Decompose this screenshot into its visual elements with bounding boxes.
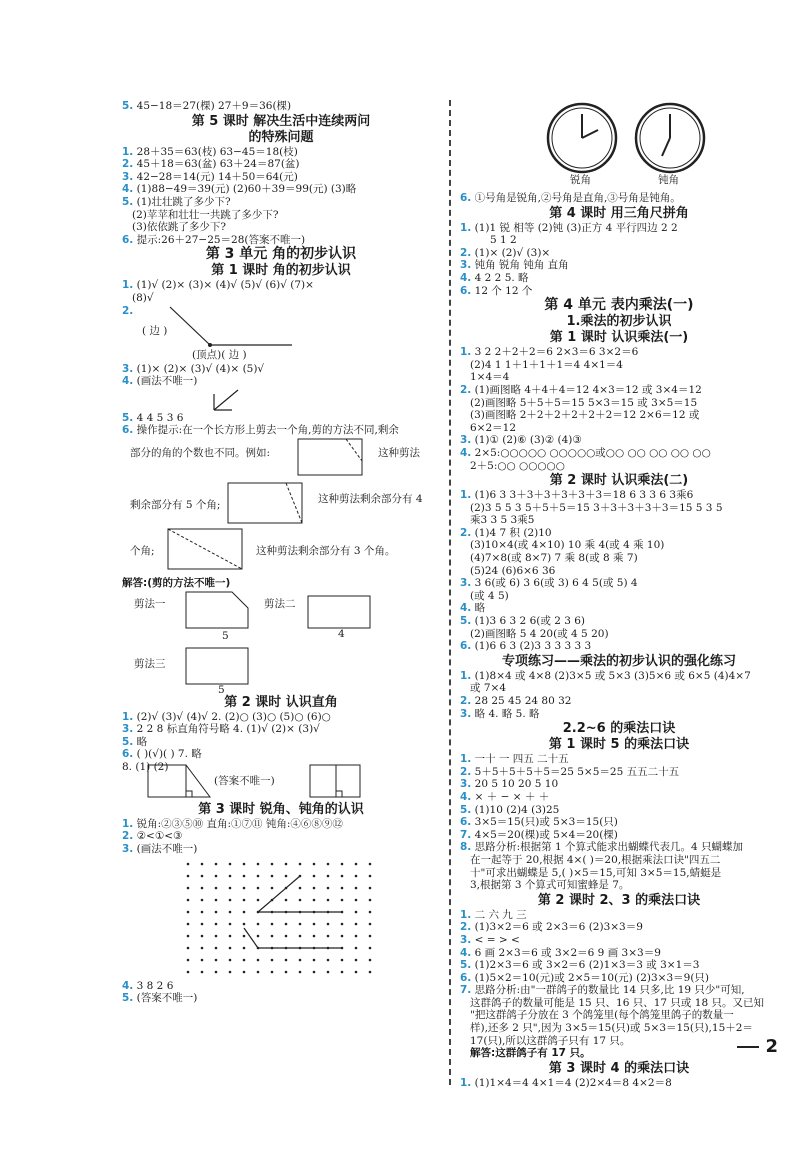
grid-dot <box>355 886 358 889</box>
answer-line: 在一起等于 20,根据 4×( )＝20,根据乘法口诀"四五二 <box>470 853 721 866</box>
grid-dot <box>369 862 372 865</box>
grid-dot <box>187 874 190 877</box>
grid-dot <box>285 862 288 865</box>
grid-dot <box>285 934 288 937</box>
grid-dot <box>187 970 190 973</box>
grid-dot <box>355 910 358 913</box>
answer-line: 5. (1)壮壮跳了多少下? <box>122 195 231 208</box>
answer-line: 1. 二 六 九 三 <box>460 908 527 921</box>
grid-dot <box>215 922 218 925</box>
grid-dot <box>313 958 316 961</box>
grid-dot <box>201 862 204 865</box>
answer-line: 4. 4 2 2 5. 略 <box>460 271 529 284</box>
grid-dot <box>201 970 204 973</box>
answer-line: 2. ②<①<③ <box>122 830 183 843</box>
answer-line: 5. 4 4 5 3 6 <box>122 411 184 424</box>
grid-dot <box>201 910 204 913</box>
lesson-heading: 第 2 课时 认识直角 <box>224 694 338 710</box>
grid-dot <box>299 934 302 937</box>
grid-dot <box>299 958 302 961</box>
section-heading: 2.2~6 的乘法口诀 <box>562 721 676 737</box>
grid-dot <box>313 898 316 901</box>
grid-dot <box>187 934 190 937</box>
grid-dot <box>229 874 232 877</box>
answer-line: (2)3 5 5 3 5＋5＋5＝15 3＋3＋3＋3＋3＝15 5 3 5 <box>470 501 723 514</box>
grid-dot <box>257 970 260 973</box>
grid-dot <box>201 874 204 877</box>
side-length-label: 5 <box>222 629 229 642</box>
answer-line: 3. (1)× (2)× (3)√ (4)× (5)√ <box>122 362 265 375</box>
angle-ray <box>244 928 258 948</box>
answer-line: 6. ①号角是锐角,②号角是直角,③号角是钝角。 <box>460 192 681 204</box>
cut-methods-1-2 <box>122 590 440 646</box>
answer-line: 3. < = > < <box>460 933 520 946</box>
answer-line: 6. (1)5×2＝10(元)或 2×5＝10(元) (2)3×3＝9(只) <box>460 971 710 984</box>
grid-dot <box>229 862 232 865</box>
grid-dot <box>187 946 190 949</box>
grid-dot <box>313 922 316 925</box>
answer-line: 1. (1)1×4＝4 4×1＝4 (2)2×4＝8 4×2＝8 <box>460 1076 672 1089</box>
grid-dot <box>285 970 288 973</box>
answer-line: "把这群鸽子分放在 3 个鸽笼里(每个鸽笼里鸽子的数量一 <box>470 1009 734 1022</box>
grid-dot <box>313 886 316 889</box>
right-column <box>460 100 778 1089</box>
answer-line: 5. 略 <box>122 735 148 748</box>
answer-line: 4. 6 画 2×3＝6 或 3×2＝6 9 画 3×3＝9 <box>460 946 661 959</box>
grid-dot <box>215 958 218 961</box>
rectangle-cut-drawing <box>296 437 376 481</box>
grid-dot <box>271 922 274 925</box>
answer-line: (3)10×4(或 4×10) 10 乘 4(或 4 乘 10) <box>470 539 665 552</box>
grid-dot <box>341 970 344 973</box>
cut-method-3 <box>122 646 440 694</box>
grid-dot <box>341 862 344 865</box>
grid-dot <box>187 958 190 961</box>
answer-line: (2)苹苹和壮壮一共跳了多少下? <box>132 208 279 221</box>
answer-line: 样),还多 2 只",因为 3×5＝15(只)或 5×3＝15(只),15＋2＝ <box>470 1022 753 1035</box>
answer-line: 2. 28 25 45 24 80 32 <box>460 695 572 707</box>
grid-dot <box>187 862 190 865</box>
unit-heading: 第 4 单元 表内乘法(一) <box>544 297 694 314</box>
grid-dot <box>327 886 330 889</box>
grid-dot <box>257 862 260 865</box>
grid-dot <box>285 874 288 877</box>
answer-line: 这种剪法剩余部分有 3 个角。 <box>256 544 396 557</box>
dot-grid <box>182 858 382 978</box>
answer-line: 6. 3×5＝15(只)或 5×3＝15(只) <box>460 816 618 829</box>
answer-line: 1. (1)1 锐 相等 (2)钝 (3)正方 4 平行四边 2 2 <box>460 221 678 234</box>
lesson-heading: 第 5 课时 解决生活中连续两问 <box>191 113 371 129</box>
answer-line: 6. ( )(√)( ) 7. 略 <box>122 748 202 761</box>
answer-line: 8. (1) (2) <box>122 760 169 773</box>
grid-dot <box>327 862 330 865</box>
grid-dot <box>257 886 260 889</box>
answer-line: (或 4 5) <box>470 589 509 602</box>
answer-line: 6. 操作提示:在一个长方形上剪去一个角,剪的方法不同,剩余 <box>122 424 399 437</box>
unit-heading: 第 3 单元 角的初步认识 <box>205 246 357 263</box>
grid-dot <box>299 970 302 973</box>
answer-line: 4. (1)88−49＝39(元) (2)60＋39＝99(元) (3)略 <box>122 183 357 196</box>
dot-grid-figure <box>122 856 440 980</box>
answer-line: 5. (1)10 (2)4 (3)25 <box>460 803 560 816</box>
answer-line: 1. (1)√ (2)× (3)× (4)√ (5)√ (6)√ (7)× <box>122 279 314 292</box>
answer-line: 5 1 2 <box>490 234 517 247</box>
answer-line: (2)画图略 5 4 20(或 4 5 20) <box>470 627 609 640</box>
grid-dot <box>243 910 246 913</box>
answer-line: 3. 钝角 锐角 钝角 直角 <box>460 259 569 272</box>
grid-dot <box>271 886 274 889</box>
practice-heading: 专项练习——乘法的初步认识的强化练习 <box>501 653 736 669</box>
answer-line: 4. 略 <box>460 602 486 615</box>
answer-line: 乘3 3 5 3乘5 <box>470 514 535 527</box>
answer-line: 3. 略 4. 略 5. 略 <box>460 707 540 720</box>
rectangle-cut-drawing <box>184 646 254 686</box>
grid-dot <box>327 970 330 973</box>
grid-dot <box>271 934 274 937</box>
grid-dot <box>187 886 190 889</box>
answer-line: 7. 思路分析:由"一群鸽子的数量比 14 只多,比 19 只少"可知, <box>460 984 745 997</box>
answer-line: 7. 4×5＝20(棵)或 5×4＝20(棵) <box>460 828 618 841</box>
edge-label: ( 边 ) <box>142 324 168 337</box>
answer-line: 或 7×4 <box>470 682 506 695</box>
lesson-heading: 第 2 课时 认识乘法(二) <box>549 473 689 489</box>
answer-line: (8)√ <box>132 291 154 304</box>
grid-dot <box>187 922 190 925</box>
lesson-heading: 第 3 课时 4 的乘法口诀 <box>548 1060 690 1076</box>
grid-dot <box>215 886 218 889</box>
answer-line: 2. (1)4 7 积 (2)10 <box>460 526 552 539</box>
grid-dot <box>355 958 358 961</box>
grid-dot <box>313 874 316 877</box>
grid-dot <box>313 934 316 937</box>
grid-dot <box>299 886 302 889</box>
grid-dot <box>327 922 330 925</box>
cut-figure-3 <box>122 527 440 577</box>
answer-line: 这种剪法 <box>378 446 420 459</box>
grid-dot <box>355 862 358 865</box>
grid-dot <box>327 874 330 877</box>
answer-line: 2＋5:○○ ○○○○○ <box>470 459 565 472</box>
grid-dot <box>327 934 330 937</box>
page-number: 2 <box>737 1036 778 1057</box>
grid-dot <box>215 898 218 901</box>
answer-line: 解答:这群鸽子有 17 只。 <box>470 1047 591 1060</box>
grid-dot <box>271 874 274 877</box>
answer-line: 1. (1)6 3 3＋3＋3＋3＋3＋3＝18 6 3 3 6 3乘6 <box>460 489 694 502</box>
grid-dot <box>369 934 372 937</box>
grid-dot <box>243 970 246 973</box>
grid-dot <box>201 946 204 949</box>
angle-figure <box>122 305 440 363</box>
grid-dot <box>215 934 218 937</box>
answer-line: 2. <box>122 304 134 317</box>
rectangle-cut-drawing <box>184 590 254 630</box>
answer-line: 2. 5＋5＋5＋5＋5＝25 5×5＝25 五五二十五 <box>460 765 680 778</box>
grid-dot <box>257 934 260 937</box>
grid-dot <box>341 934 344 937</box>
grid-dot <box>243 958 246 961</box>
grid-dot <box>243 934 246 937</box>
clock-icon <box>630 100 710 180</box>
grid-dot <box>215 970 218 973</box>
grid-dot <box>327 958 330 961</box>
answer-line: 6. (1)6 6 3 (2)3 3 3 3 3 3 <box>460 640 592 653</box>
answer-line: 1. 一十 一 四五 二十五 <box>460 753 569 766</box>
grid-dot <box>229 946 232 949</box>
rectangle-cut-drawing <box>166 527 266 577</box>
grid-dot <box>355 970 358 973</box>
answer-line: 2. (1)画图略 4＋4＋4＝12 4×3＝12 或 3×4＝12 <box>460 383 702 396</box>
grid-dot <box>229 958 232 961</box>
grid-dot <box>243 874 246 877</box>
grid-dot <box>229 910 232 913</box>
grid-dot <box>215 874 218 877</box>
lesson-heading: 第 1 课时 5 的乘法口诀 <box>548 737 690 753</box>
grid-dot <box>201 898 204 901</box>
answer-line: 3,根据第 3 个算式可知蜜蜂是 7。 <box>470 879 630 892</box>
trapezoid-drawing <box>146 763 216 801</box>
answer-line: 17(只),所以这群鸽子只有 17 只。 <box>470 1034 631 1047</box>
grid-dot <box>369 970 372 973</box>
lesson-heading: 第 4 课时 用三角尺拼角 <box>549 205 689 221</box>
cut-figure-2 <box>122 481 440 527</box>
answer-line: 1. 锐角:②③⑤⑩ 直角:①⑦⑪ 钝角:④⑥⑧⑨⑫ <box>122 817 343 830</box>
lesson-heading: 第 2 课时 2、3 的乘法口诀 <box>537 892 701 908</box>
grid-dot <box>341 898 344 901</box>
cut-label: 剪法一 <box>134 597 166 610</box>
answer-line: 1. (1)8×4 或 4×8 (2)3×5 或 5×3 (3)5×6 或 6×5 (4)4×7 <box>460 669 751 682</box>
grid-dot <box>285 922 288 925</box>
answer-line: 6×2＝12 <box>470 421 517 434</box>
grid-dot <box>187 910 190 913</box>
answer-line: 3. 3 6(或 6) 3 6(或 3) 6 4 5(或 5) 4 <box>460 577 638 590</box>
grid-dot <box>341 958 344 961</box>
answer-line: (2)画图略 5＋5＋5＝15 5×3＝15 或 3×5＝15 <box>470 396 698 409</box>
answer-line: (2)4 1 1＋1＋1＋1＝4 4×1＝4 <box>470 358 623 371</box>
grid-dot <box>285 898 288 901</box>
side-length-label: 4 <box>338 627 345 640</box>
grid-dot <box>299 898 302 901</box>
answer-line: 5. 45−18＝27(棵) 27＋9＝36(棵) <box>122 100 292 112</box>
column-divider <box>449 100 451 1085</box>
grid-dot <box>201 886 204 889</box>
answer-line: 这种剪法剩余部分有 4 <box>318 492 423 505</box>
answer-heading: 解答:(剪的方法不唯一) <box>122 576 231 589</box>
grid-dot <box>369 922 372 925</box>
grid-dot <box>313 970 316 973</box>
grid-dot <box>215 946 218 949</box>
angle-ray <box>258 876 300 912</box>
clock-label: 钝角 <box>658 174 679 186</box>
clock-icon <box>542 100 622 180</box>
cut-label: 剪法三 <box>134 657 166 670</box>
grid-dot <box>243 922 246 925</box>
grid-dot <box>341 886 344 889</box>
rectangle-drawing <box>308 763 368 801</box>
grid-dot <box>243 862 246 865</box>
grid-dot <box>285 958 288 961</box>
angle-drawing <box>208 388 288 412</box>
grid-dot <box>215 910 218 913</box>
answer-line: 4. (画法不唯一) <box>122 375 198 388</box>
answer-line: 1×4＝4 <box>470 371 510 384</box>
answer-line: 1. (2)√ (3)√ (4)√ 2. (2)○ (3)○ (5)○ (6)○ <box>122 710 331 723</box>
grid-dot <box>243 886 246 889</box>
answer-line: 4. × ＋ − × ＋ ＋ <box>460 790 550 803</box>
angle-drawing <box>162 305 342 363</box>
answer-line: 2. (1)× (2)√ (3)× <box>460 246 551 259</box>
lesson-heading: 的特殊问题 <box>248 129 314 145</box>
grid-dot <box>257 922 260 925</box>
note-label: (答案不唯一) <box>214 774 275 787</box>
grid-dot <box>299 922 302 925</box>
grid-dot <box>369 886 372 889</box>
grid-dot <box>257 874 260 877</box>
grid-dot <box>355 922 358 925</box>
grid-dot <box>257 898 260 901</box>
grid-dot <box>369 898 372 901</box>
grid-dot <box>355 946 358 949</box>
grid-dot <box>229 934 232 937</box>
answer-line: 3. 2 2 8 标直角符号略 4. (1)√ (2)× (3)√ <box>122 723 320 736</box>
answer-line: 5. (1)3 6 3 2 6(或 2 3 6) <box>460 615 586 628</box>
answer-line: 4. 2×5:○○○○○ ○○○○○或○○ ○○ ○○ ○○ ○○ <box>460 446 711 459</box>
answer-line: 6. 12 个 12 个 <box>460 284 533 297</box>
grid-dot <box>369 958 372 961</box>
grid-dot <box>341 922 344 925</box>
grid-dot <box>229 898 232 901</box>
angle-drawing-small <box>122 388 440 412</box>
rectangle-cut-drawing <box>226 481 326 527</box>
answer-line: (4)7×8(或 8×7) 7 乘 8(或 8 乘 7) <box>470 552 638 565</box>
grid-dot <box>355 874 358 877</box>
answer-line: 5. (答案不唯一) <box>122 992 198 1005</box>
grid-dot <box>271 862 274 865</box>
answer-line: 个角; <box>130 544 155 557</box>
left-column <box>122 100 440 1005</box>
grid-dot <box>201 958 204 961</box>
grid-dot <box>369 874 372 877</box>
grid-dot <box>327 898 330 901</box>
cut-figure-1 <box>122 437 440 481</box>
section-heading: 1.乘法的初步认识 <box>566 314 672 330</box>
answer-line: 1. 28＋35＝63(枝) 63−45＝18(枝) <box>122 145 298 158</box>
vertex-label: (顶点)( 边 ) <box>192 348 247 361</box>
answer-line: 3. 20 5 10 20 5 10 <box>460 778 559 791</box>
clock-label: 锐角 <box>570 174 591 186</box>
answer-line: 部分的角的个数也不同。例如: <box>130 446 271 459</box>
answer-line: 8. 思路分析:根据第 1 个算式能求出蝴蝶代表几。4 只蝴蝶加 <box>460 841 744 854</box>
lesson-heading: 第 1 课时 认识乘法(一) <box>549 330 689 346</box>
answer-line: (3)画图略 2＋2＋2＋2＋2＋2＝12 2×6＝12 或 <box>470 409 700 422</box>
grid-dot <box>369 946 372 949</box>
lesson-heading: 第 1 课时 角的初步认识 <box>211 263 351 279</box>
answer-line: 5. (1)2×3＝6 或 3×2＝6 (2)1×3＝3 或 3×1＝3 <box>460 959 700 972</box>
answer-line: 3. 42−28＝14(元) 14＋50＝64(元) <box>122 170 298 183</box>
answer-line: 1. 3 2 2＋2＋2＝6 2×3＝6 3×2＝6 <box>460 346 639 359</box>
grid-dot <box>201 934 204 937</box>
grid-dot <box>369 910 372 913</box>
answer-line: 3. (画法不唯一) <box>122 843 198 856</box>
grid-dot <box>313 862 316 865</box>
right-angle-figures <box>122 761 440 801</box>
grid-dot <box>187 898 190 901</box>
grid-dot <box>257 958 260 961</box>
grid-dot <box>355 934 358 937</box>
grid-dot <box>243 946 246 949</box>
grid-dot <box>229 970 232 973</box>
clock-figures <box>460 100 778 192</box>
grid-dot <box>299 862 302 865</box>
grid-dot <box>271 958 274 961</box>
grid-dot <box>341 874 344 877</box>
grid-dot <box>229 886 232 889</box>
side-length-label: 5 <box>218 683 225 696</box>
grid-dot <box>229 922 232 925</box>
grid-dot <box>271 970 274 973</box>
answer-line: (3)依依跳了多少下? <box>132 221 227 234</box>
answer-line: 这群鸽子的数量可能是 15 只、16 只、17 只或 18 只。又已知 <box>470 996 764 1009</box>
grid-dot <box>243 898 246 901</box>
answer-line: 6. 提示:26＋27−25＝28(答案不唯一) <box>122 233 306 246</box>
grid-dot <box>355 898 358 901</box>
answer-line: 2. (1)3×2＝6 或 2×3＝6 (2)3×3＝9 <box>460 921 643 934</box>
answer-line: 4. 3 8 2 6 <box>122 979 174 992</box>
cut-label: 剪法二 <box>264 597 296 610</box>
answer-line: 2. 45＋18＝63(盆) 63＋24＝87(盆) <box>122 158 300 171</box>
answer-line: 十"可求出蝴蝶是 5,( )×5＝15,可知 3×5＝15,蜻蜓是 <box>470 866 722 879</box>
answer-line: 剩余部分有 5 个角; <box>130 498 221 511</box>
answer-line: 3. (1)① (2)⑥ (3)② (4)③ <box>460 434 582 447</box>
grid-dot <box>201 922 204 925</box>
grid-dot <box>215 862 218 865</box>
answer-line: (5)24 (6)6×6 36 <box>470 564 556 577</box>
lesson-heading: 第 3 课时 锐角、钝角的认识 <box>198 801 364 817</box>
